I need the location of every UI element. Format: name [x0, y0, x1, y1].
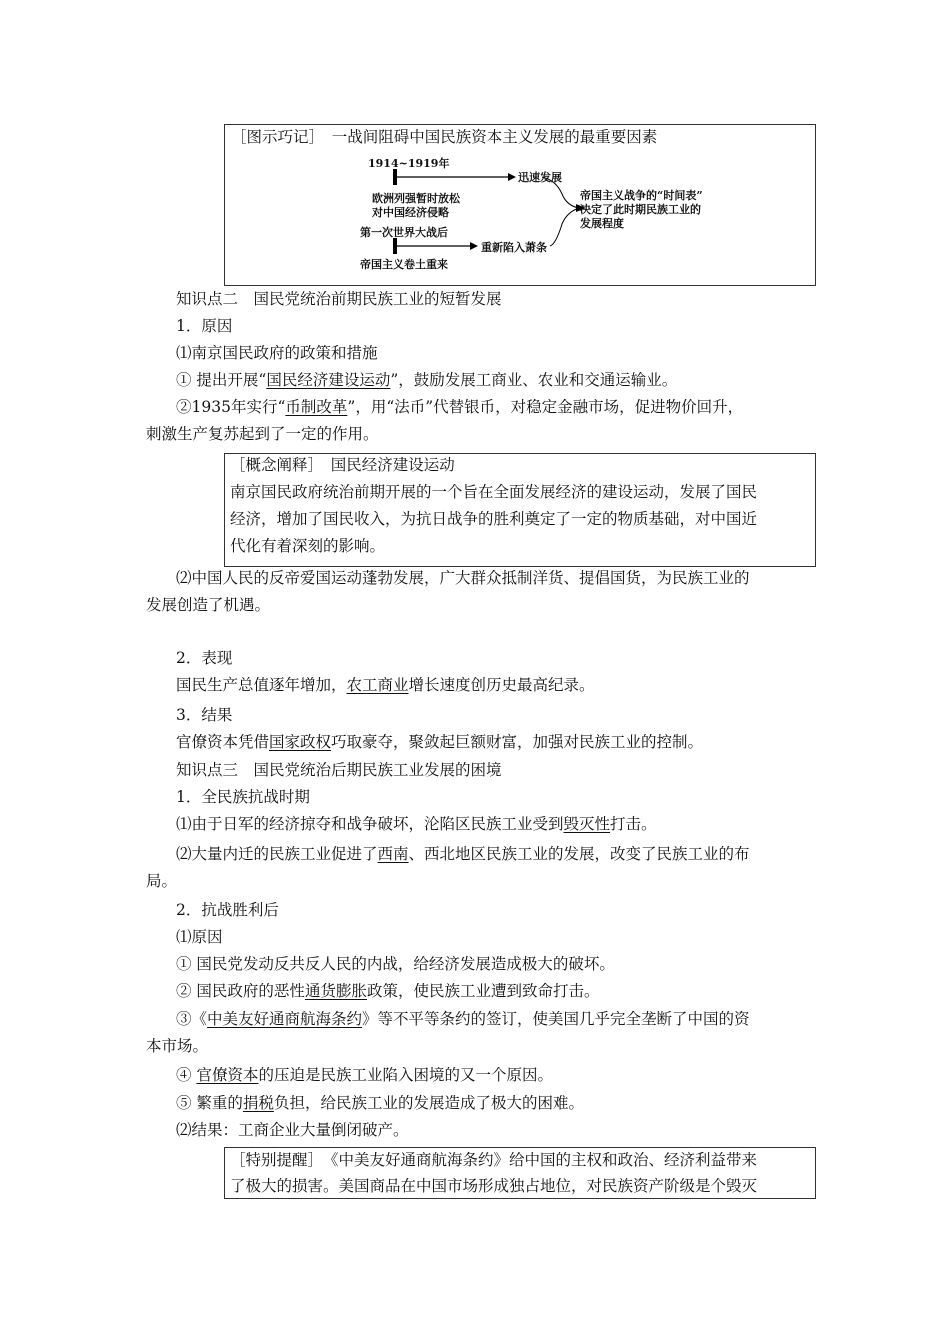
kp2-section-3: 3．结果: [176, 706, 233, 724]
kp2-section-1-2: ⑵中国人民的反帝爱国运动蓬勃发展，广大群众抵制洋货、提倡国货，为民族工业的: [176, 569, 750, 587]
text: 增长速度创历史最高纪录。: [408, 676, 595, 694]
figure-heading: ［图示巧记］ 一战间阻碍中国民族资本主义发展的最重要因素: [231, 128, 658, 146]
kp3-section-2-1: ⑴原因: [176, 928, 223, 946]
underlined-term: 西南: [377, 845, 409, 863]
kp3-reason-4: [176, 1065, 553, 1085]
text: ② 国民政府的恶性: [176, 982, 305, 1000]
concept-line-2: 经济，增加了国民收入，为抗日战争的胜利奠定了一定的物质基础，对中国近: [230, 510, 758, 528]
text: 》等不平等条约的签订，使美国几乎完全垄断了中国的资: [362, 1010, 750, 1028]
text: ⑵大量内迁的民族工业促进了: [176, 845, 378, 863]
kp2-item-2-cont: 刺激生产复苏起到了一定的作用。: [146, 425, 379, 443]
diagram-conclusion-line3: 发展程度: [580, 217, 624, 230]
underlined-term: 毁灭性: [563, 815, 611, 833]
kp2-section-1: 1．原因: [176, 317, 233, 335]
diagram-result2: 重新陷入萧条: [481, 241, 547, 254]
concept-line-1: 南京国民政府统治前期开展的一个旨在全面发展经济的建设运动，发展了国民: [230, 483, 758, 501]
kp3-reason-2: [176, 981, 599, 1001]
text: ”，鼓励发展工商业、农业和交通运输业。: [390, 371, 678, 389]
concept-heading: ［概念阐释］ 国民经济建设运动: [230, 456, 455, 474]
underlined-term: 币制改革: [285, 398, 348, 416]
kp2-section-2: 2．表现: [176, 649, 233, 667]
text: ① 提出开展“: [176, 371, 267, 389]
underlined-term: 农工商业: [346, 676, 409, 694]
kp2-title: 知识点二 国民党统治前期民族工业的短暂发展: [176, 290, 502, 308]
text: 打击。: [610, 815, 657, 833]
diagram-conclusion-line2: 决定了此时期民族工业的: [580, 203, 701, 216]
underlined-term: 国家政权: [269, 733, 332, 751]
tip-line-1: ［特别提醒］ 《中美友好通商航海条约》给中国的主权和政治、经济利益带来: [230, 1151, 758, 1169]
kp3-reason-3-cont: 本市场。: [146, 1037, 209, 1055]
text: 巧取豪夺，聚敛起巨额财富，加强对民族工业的控制。: [331, 733, 704, 751]
kp2-item-2: [176, 397, 743, 417]
text: 政策，使民族工业遭到致命打击。: [366, 982, 600, 1000]
kp3-reason-3: [176, 1009, 750, 1029]
concept-line-3: 代化有着深刻的影响。: [230, 537, 386, 555]
kp2-section-1-2-cont: 发展创造了机遇。: [146, 596, 271, 614]
underlined-term: 官僚资本: [196, 1066, 259, 1084]
kp3-section-1-1: [176, 814, 657, 834]
underlined-term: 国民经济建设运动: [266, 371, 391, 389]
kp3-reason-5: [176, 1093, 584, 1113]
kp3-title: 知识点三 国民党统治后期民族工业发展的困境: [176, 761, 502, 779]
underlined-term: 通货膨胀: [304, 982, 367, 1000]
text: ②1935年实行“: [176, 398, 286, 416]
text: ⑤ 繁重的: [176, 1094, 243, 1112]
text: 负担，给民族工业的发展造成了极大的困难。: [273, 1094, 584, 1112]
text: 、西北地区民族工业的发展，改变了民族工业的布: [408, 845, 750, 863]
text: ④: [176, 1066, 197, 1084]
kp3-section-2: 2．抗战胜利后: [176, 901, 279, 919]
diagram-cause2-line2: 帝国主义卷土重来: [360, 258, 448, 271]
diagram-cause1-line2: 对中国经济侵略: [372, 206, 449, 219]
diagram-conclusion-line1: 帝国主义战争的“时间表”: [580, 189, 703, 202]
diagram-years: 1914~1919年: [368, 157, 450, 170]
text: ”，用“法币”代替银币，对稳定金融市场，促进物价回升，: [347, 398, 744, 416]
diagram-cause2-line1: 第一次世界大战后: [360, 226, 448, 239]
timeline-diagram: [224, 124, 816, 286]
kp3-reason-1: ① 国民党发动反共反人民的内战，给经济发展造成极大的破坏。: [176, 955, 615, 973]
arrow-head-bottom: [470, 242, 478, 250]
diagram-cause1-line1: 欧洲列强暂时放松: [372, 192, 460, 205]
kp2-item-1: [176, 370, 677, 390]
bracket-curve: [542, 177, 579, 246]
text: 官僚资本凭借: [176, 733, 270, 751]
text: 国民生产总值逐年增加，: [176, 676, 347, 694]
kp3-section-1-2-cont: 局。: [146, 872, 178, 890]
kp3-section-2-2: ⑵结果：工商企业大量倒闭破产。: [176, 1121, 409, 1139]
text: 的压迫是民族工业陷入困境的又一个原因。: [258, 1066, 553, 1084]
diagram-result1: 迅速发展: [518, 171, 562, 184]
timeline-marker-top: [393, 169, 397, 185]
underlined-term: 中美友好通商航海条约: [207, 1010, 363, 1028]
arrow-head-top: [508, 173, 516, 181]
kp2-section-3-text: [176, 732, 703, 752]
tip-line-2: 了极大的损害。美国商品在中国市场形成独占地位，对民族资产阶级是个毁灭: [230, 1177, 758, 1195]
underlined-term: 捐税: [242, 1094, 274, 1112]
timeline-marker-bottom: [393, 238, 397, 254]
kp2-section-2-text: [176, 675, 595, 695]
kp2-section-1-1: ⑴南京国民政府的政策和措施: [176, 344, 378, 362]
text: ⑴由于日军的经济掠夺和战争破坏，沦陷区民族工业受到: [176, 815, 564, 833]
kp3-section-1: 1．全民族抗战时期: [176, 788, 310, 806]
text: ③《: [176, 1010, 208, 1028]
kp3-section-1-2: [176, 844, 750, 864]
